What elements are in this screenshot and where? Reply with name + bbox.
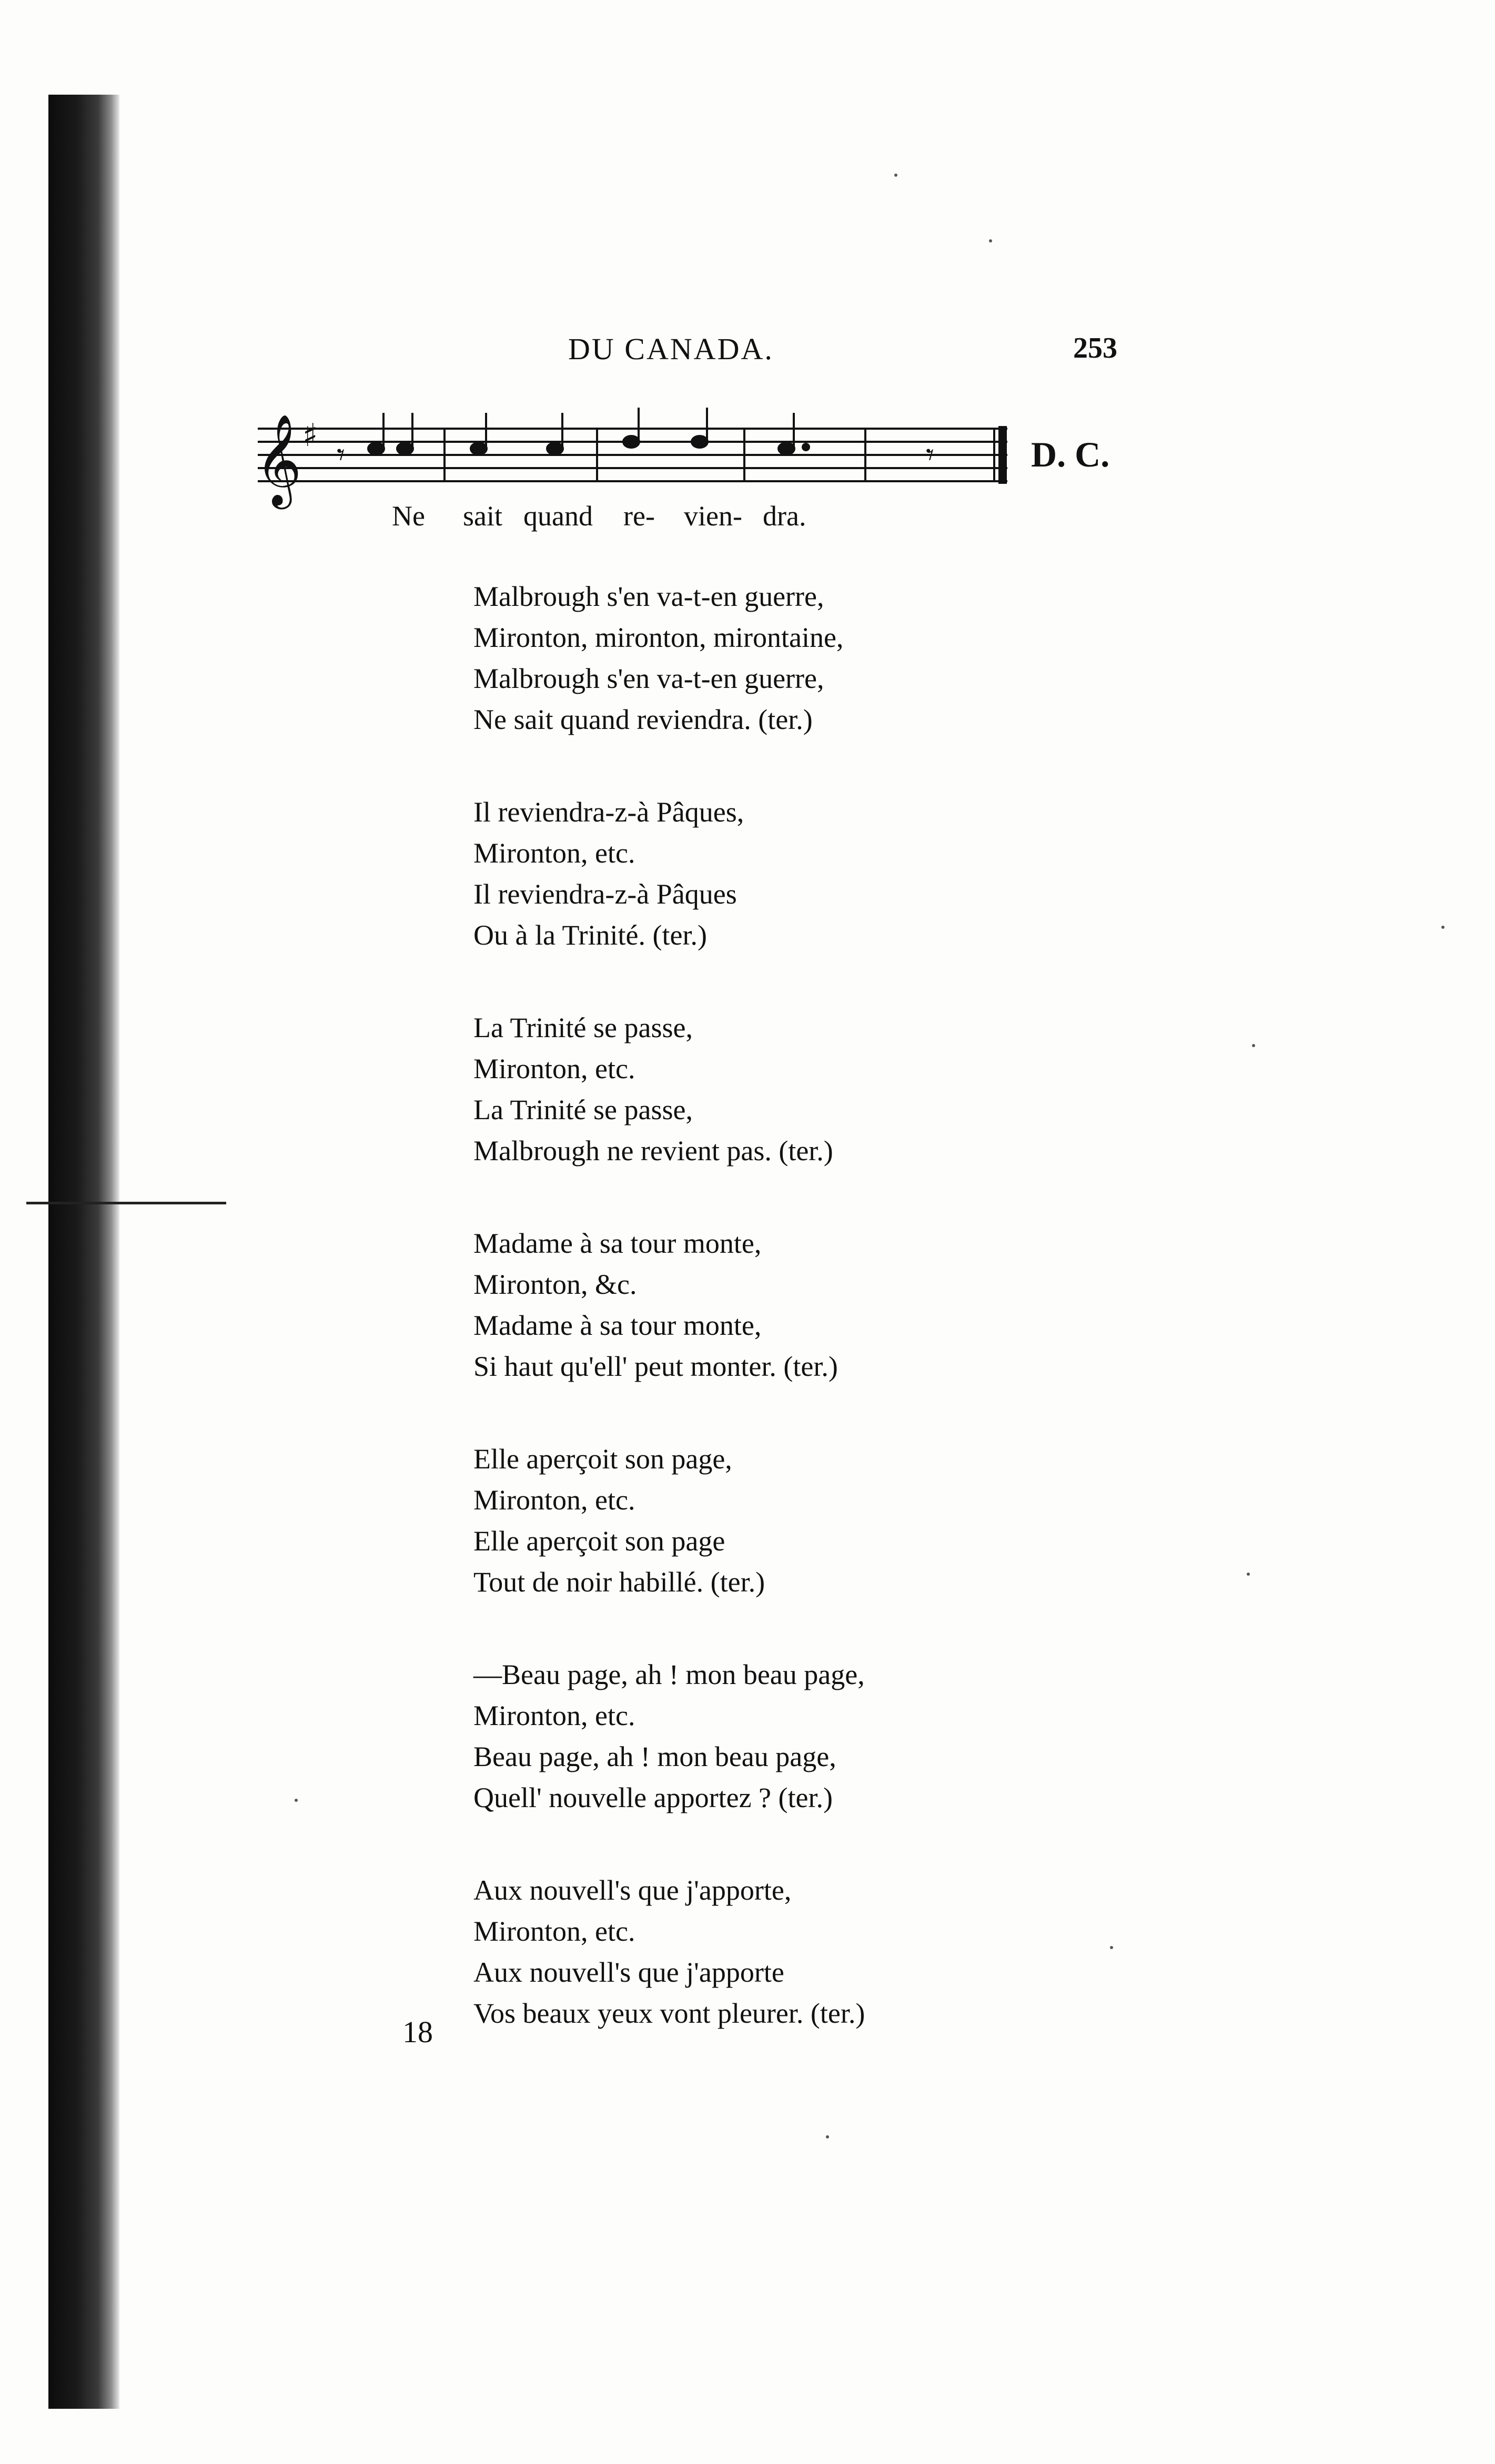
verse-line: Madame à sa tour monte, xyxy=(473,1228,762,1259)
svg-text:𝄾: 𝄾 xyxy=(337,437,345,473)
verse-line: Mironton, etc. xyxy=(473,1484,635,1516)
scan-speck xyxy=(1441,926,1445,929)
syllable: quand xyxy=(523,500,593,532)
binding-shadow xyxy=(48,95,119,2409)
verse-line: Vos beaux yeux vont pleurer. (ter.) xyxy=(473,1997,865,2029)
stanza xyxy=(473,1654,1157,1818)
syllable: re- xyxy=(623,500,655,532)
svg-text:𝄾: 𝄾 xyxy=(926,437,934,473)
svg-text:𝄞: 𝄞 xyxy=(255,414,302,505)
verse-line: Si haut qu'ell' peut monter. (ter.) xyxy=(473,1351,838,1382)
verse-line: Malbrough s'en va-t-en guerre, xyxy=(473,663,824,694)
song-verses xyxy=(473,576,1157,2085)
verse-line: Mironton, etc. xyxy=(473,1700,635,1731)
stanza xyxy=(473,576,1157,740)
verse-line: La Trinité se passe, xyxy=(473,1012,693,1043)
verse-line: Elle aperçoit son page xyxy=(473,1525,725,1557)
margin-rule xyxy=(26,1202,226,1204)
stanza xyxy=(473,1007,1157,1171)
svg-text:♯: ♯ xyxy=(302,417,318,454)
music-staff xyxy=(247,400,1015,510)
verse-line: Malbrough ne revient pas. (ter.) xyxy=(473,1135,833,1167)
verse-line: —Beau page, ah ! mon beau page, xyxy=(473,1659,865,1690)
verse-line: Beau page, ah ! mon beau page, xyxy=(473,1741,836,1772)
verse-line: Ou à la Trinité. (ter.) xyxy=(473,919,707,951)
scan-speck xyxy=(989,239,992,242)
verse-line: Aux nouvell's que j'apporte xyxy=(473,1956,784,1988)
page-number: 253 xyxy=(1073,332,1117,364)
running-head: DU CANADA. xyxy=(568,332,774,366)
stanza xyxy=(473,1223,1157,1387)
scan-speck xyxy=(1247,1573,1250,1576)
verse-line: Malbrough s'en va-t-en guerre, xyxy=(473,581,824,612)
verse-line: Elle aperçoit son page, xyxy=(473,1443,732,1475)
lyric-syllables xyxy=(0,500,1495,542)
verse-line: Mironton, mironton, mirontaine, xyxy=(473,622,844,653)
verse-line: La Trinité se passe, xyxy=(473,1094,693,1125)
verse-line: Quell' nouvelle apportez ? (ter.) xyxy=(473,1782,833,1813)
verse-line: Il reviendra-z-à Pâques, xyxy=(473,796,744,828)
syllable: Ne xyxy=(392,500,425,532)
syllable: vien- xyxy=(684,500,742,532)
verse-line: Il reviendra-z-à Pâques xyxy=(473,878,737,910)
stanza xyxy=(473,792,1157,956)
verse-line: Aux nouvell's que j'apporte, xyxy=(473,1874,792,1906)
scan-speck xyxy=(295,1799,298,1802)
verse-line: Mironton, etc. xyxy=(473,837,635,869)
verse-line: Tout de noir habillé. (ter.) xyxy=(473,1566,765,1598)
scan-speck xyxy=(1252,1044,1255,1047)
verse-line: Madame à sa tour monte, xyxy=(473,1310,762,1341)
da-capo-mark: D. C. xyxy=(1031,434,1110,474)
stanza xyxy=(473,1438,1157,1603)
verse-line: Mironton, etc. xyxy=(473,1053,635,1084)
scan-speck xyxy=(894,174,897,177)
scan-speck xyxy=(826,2135,829,2138)
verse-line: Mironton, etc. xyxy=(473,1915,635,1947)
scan-speck xyxy=(1110,1946,1113,1949)
verse-line: Mironton, &c. xyxy=(473,1269,637,1300)
verse-line: Ne sait quand reviendra. (ter.) xyxy=(473,704,813,735)
stanza xyxy=(473,1870,1157,2034)
syllable: dra. xyxy=(763,500,806,532)
syllable: sait xyxy=(463,500,502,532)
signature-mark: 18 xyxy=(402,2015,433,2049)
